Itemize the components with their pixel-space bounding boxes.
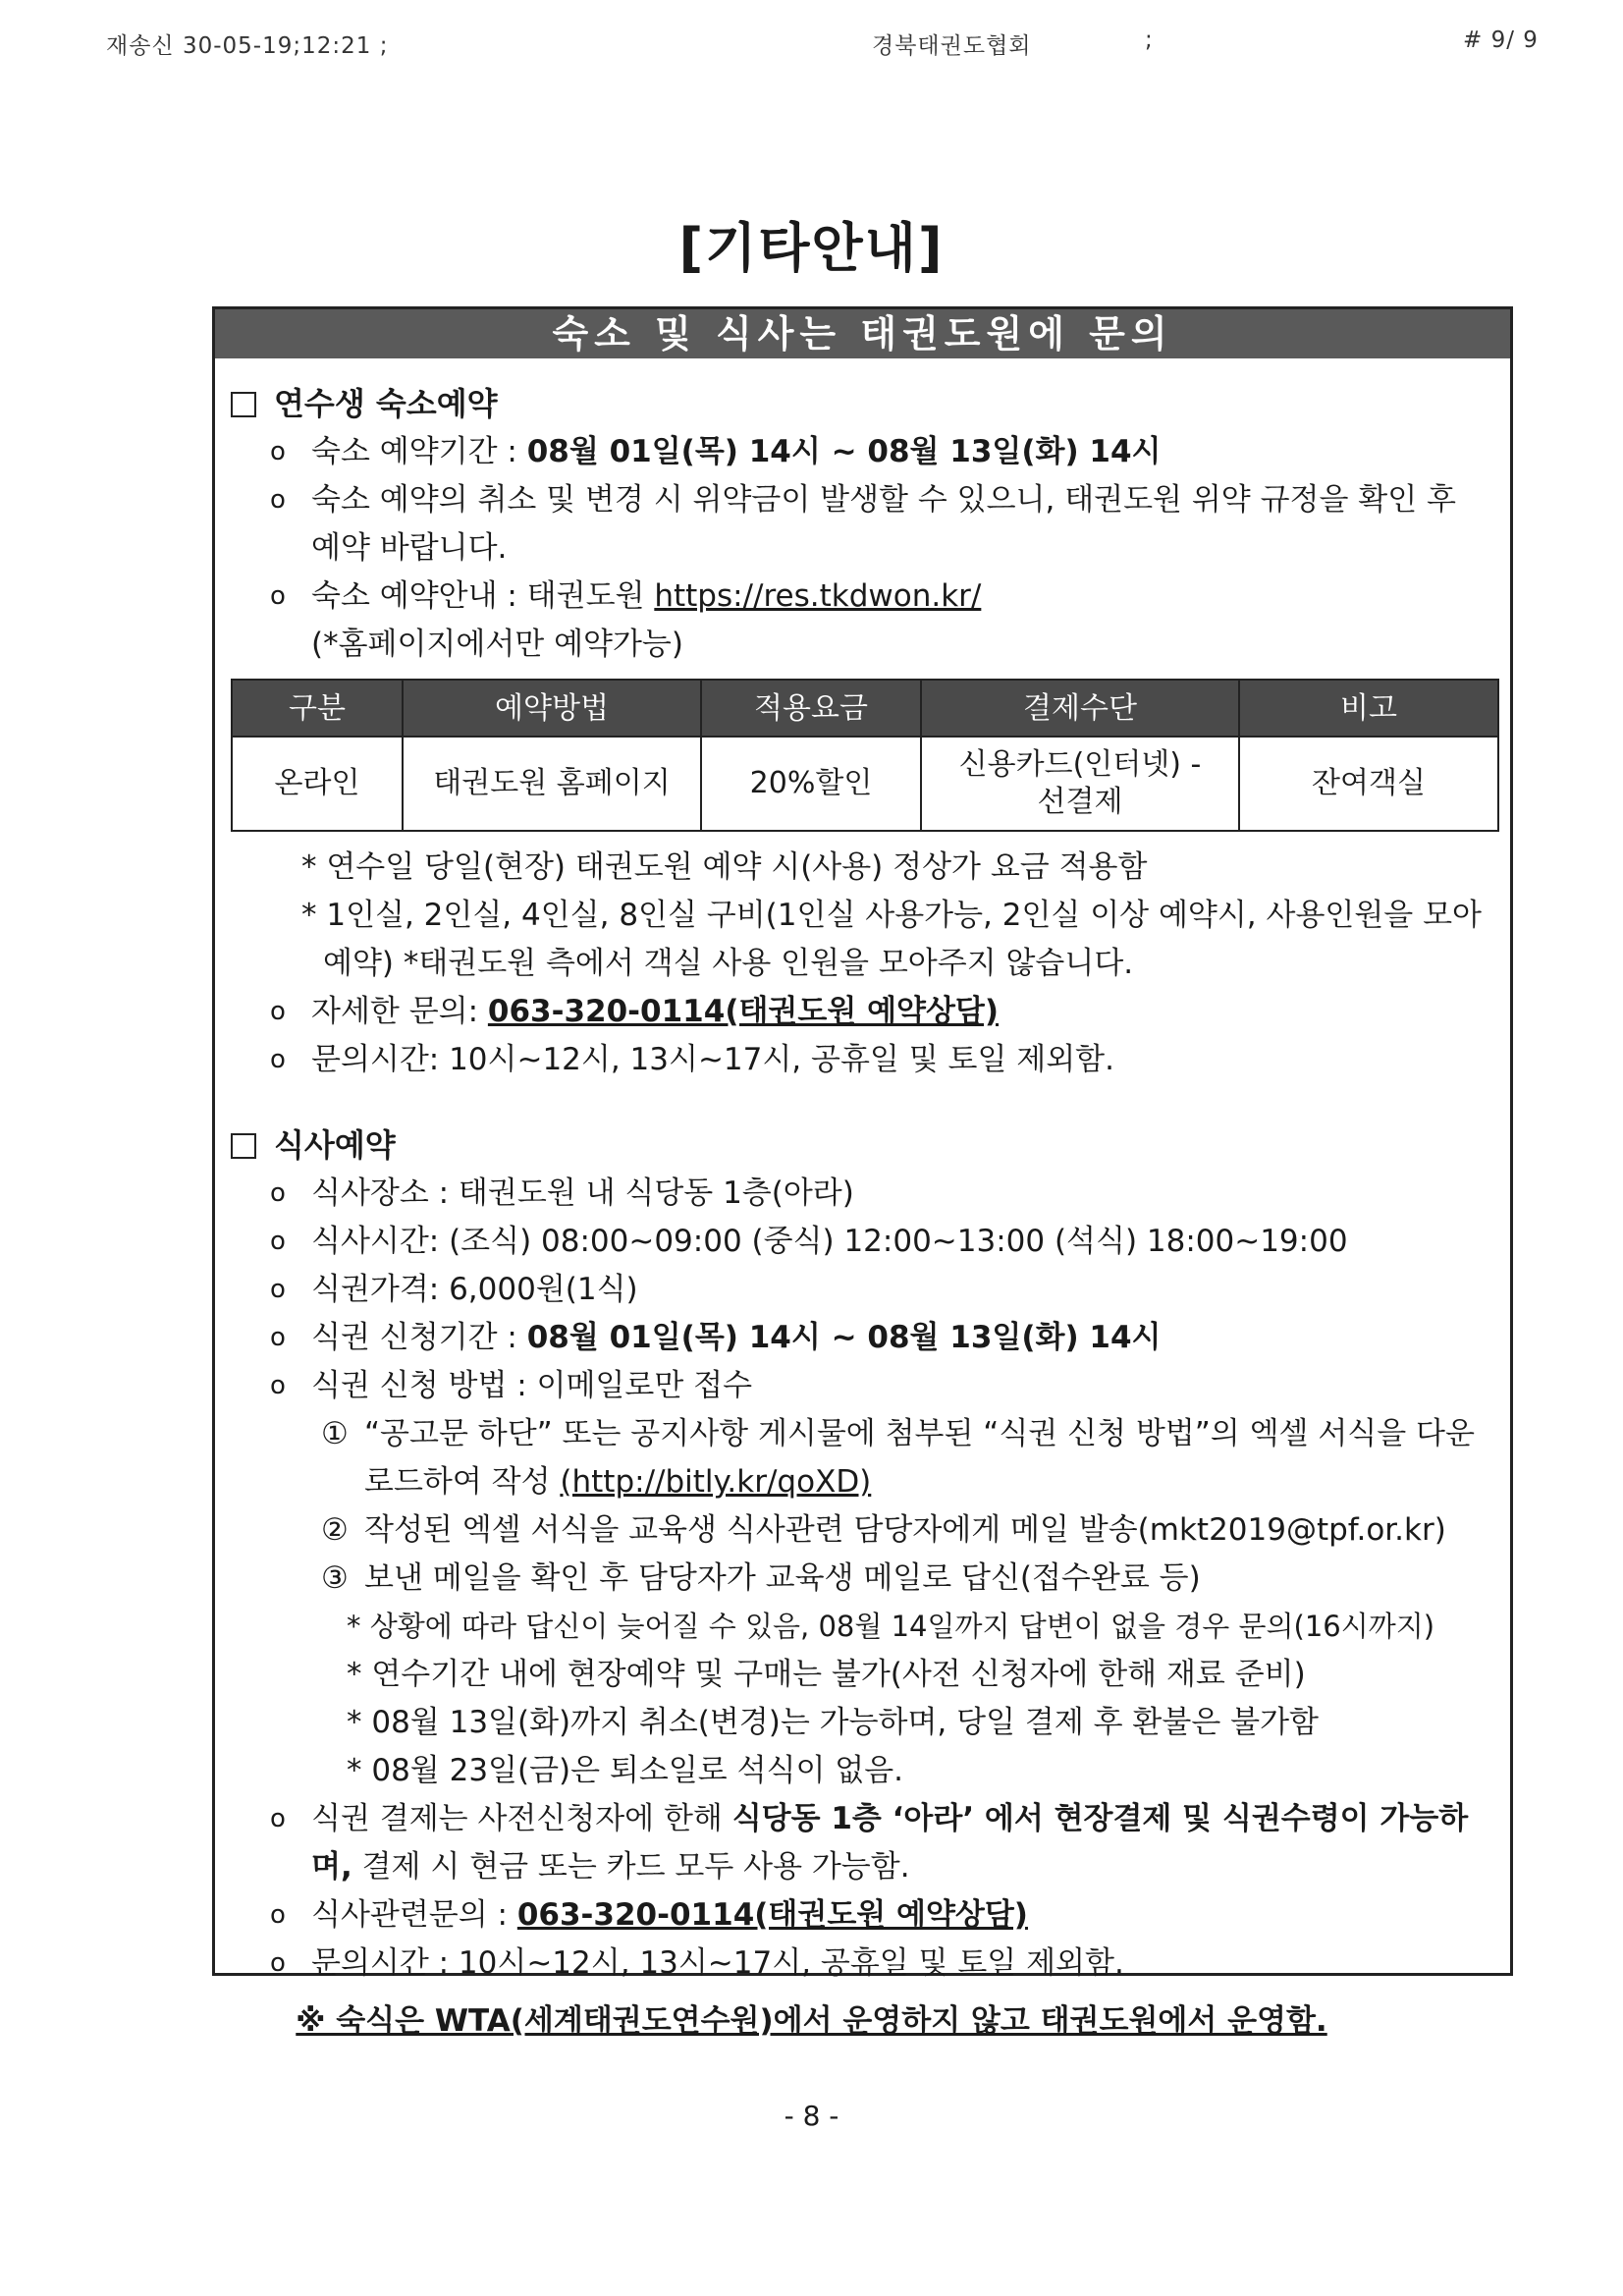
fax-header: [0, 27, 1623, 67]
table-header-row: [232, 680, 1498, 737]
meal-period-value: 08월 01일(목) 14시 ~ 08월 13일(화) 14시: [526, 1320, 1162, 1355]
lodging-title-text: 연수생 숙소예약: [274, 385, 498, 422]
lodging-period-label: 숙소 예약기간 :: [311, 434, 527, 469]
meal-note-2: * 연수기간 내에 현장예약 및 구매는 불가(사전 신청자에 한해 재료 준비): [347, 1657, 1306, 1692]
checkbox-square-icon: [231, 392, 256, 417]
meal-payment-text-bold: 식당동 1층 ‘아라’ 에서 현장결제 및 식권수령이 가능하며,: [311, 1801, 1469, 1885]
list-item: [231, 988, 1488, 1036]
circled-number-1: ①: [321, 1416, 349, 1451]
circled-number-2: ②: [321, 1512, 349, 1548]
circle-bullet-icon: o: [270, 1045, 286, 1074]
table-header-cell: 구분: [232, 680, 403, 737]
list-item: [231, 1036, 1488, 1084]
table-cell: 신용카드(인터넷) - 선결제: [921, 737, 1239, 831]
list-item: [231, 1410, 1488, 1506]
list-item: [231, 1555, 1488, 1603]
list-item: [231, 1795, 1488, 1891]
meal-payment-text-c: 결제 시 현금 또는 카드 모두 사용 가능함.: [352, 1849, 910, 1885]
page-number: - 8 -: [784, 2100, 839, 2132]
circle-bullet-icon: o: [270, 581, 286, 611]
lodging-info-label: 숙소 예약안내 : 태권도원: [311, 578, 655, 614]
table-cell: 온라인: [232, 737, 403, 831]
list-item: [231, 1891, 1488, 1940]
footer-note: ※ 숙식은 WTA(세계태권도연수원)에서 운영하지 않고 태권도원에서 운영함.: [296, 2003, 1327, 2039]
table-header-cell: 비고: [1239, 680, 1498, 737]
fax-header-right: # 9/ 9: [1463, 27, 1539, 53]
lodging-section-title: [231, 380, 1488, 428]
box-content: [215, 358, 1510, 1988]
checkbox-square-icon: [231, 1133, 256, 1159]
table-row: [232, 737, 1498, 831]
list-item: [231, 1314, 1488, 1362]
table-cell: 태권도원 홈페이지: [403, 737, 701, 831]
meal-form-link[interactable]: (http://bitly.kr/qoXD): [560, 1464, 872, 1500]
meal-price-text: 식권가격: 6,000원(1식): [311, 1272, 638, 1307]
meal-time-text: 식사시간: (조식) 08:00~09:00 (중식) 12:00~13:00 (석식) 18:00~19:00: [311, 1224, 1348, 1259]
list-item: [231, 1506, 1488, 1555]
meal-method-text: 식권 신청 방법 : 이메일로만 접수: [311, 1368, 753, 1403]
page-title: [기타안내]: [678, 217, 945, 279]
fax-header-left: 재송신 30-05-19;12:21 ;: [106, 33, 389, 59]
fax-header-semicolon: ;: [1145, 27, 1154, 53]
lodging-online-only-note: (*홈페이지에서만 예약가능): [311, 627, 683, 662]
circle-bullet-icon: o: [270, 1227, 286, 1256]
meal-contact-phone[interactable]: 063-320-0114(태권도원 예약상담): [516, 1897, 1028, 1933]
list-item: [231, 1218, 1488, 1266]
lodging-note-1: * 연수일 당일(현장) 태권도원 예약 시(사용) 정상가 요금 적용함: [301, 849, 1148, 885]
circle-bullet-icon: o: [270, 437, 286, 466]
meal-note-1: * 상황에 따라 답신이 늦어질 수 있음, 08월 14일까지 답변이 없을 경우 문의(16시까지): [347, 1610, 1435, 1643]
meal-step-3-text: 보낸 메일을 확인 후 담당자가 교육생 메일로 답신(접수완료 등): [364, 1560, 1201, 1596]
list-item: [231, 1170, 1488, 1218]
list-item: [231, 1362, 1488, 1410]
table-cell: 20%할인: [701, 737, 921, 831]
meal-step-1-text: “공고문 하단” 또는 공지사항 게시물에 첨부된 “식권 신청 방법”의 엑셀 서식을 다운로드하여 작성: [364, 1416, 1475, 1500]
meal-title-text: 식사예약: [274, 1126, 396, 1164]
meal-place-text: 식사장소 : 태권도원 내 식당동 1층(아라): [311, 1175, 854, 1211]
meal-period-label: 식권 신청기간 :: [311, 1320, 527, 1355]
circle-bullet-icon: o: [270, 1323, 286, 1352]
meal-note-3: * 08월 13일(화)까지 취소(변경)는 가능하며, 당일 결제 후 환불은 불가함: [347, 1705, 1319, 1740]
table-cell: 잔여객실: [1239, 737, 1498, 831]
lodging-period-value: 08월 01일(목) 14시 ~ 08월 13일(화) 14시: [526, 434, 1162, 469]
lodging-hours-text: 문의시간: 10시~12시, 13시~17시, 공휴일 및 토일 제외함.: [311, 1042, 1114, 1077]
table-header-cell: 적용요금: [701, 680, 921, 737]
reservation-table: [231, 679, 1499, 832]
circle-bullet-icon: o: [270, 997, 286, 1026]
circle-bullet-icon: o: [270, 1900, 286, 1930]
list-item: [231, 1940, 1488, 1988]
circle-bullet-icon: o: [270, 1275, 286, 1304]
info-box: [212, 306, 1513, 1981]
box-header: 숙소 및 식사는 태권도원에 문의: [215, 309, 1510, 358]
circle-bullet-icon: o: [270, 1804, 286, 1833]
circle-bullet-icon: o: [270, 1178, 286, 1208]
lodging-cancel-text: 숙소 예약의 취소 및 변경 시 위약금이 발생할 수 있으니, 태권도원 위약 규정을 확인 후 예약 바랍니다.: [311, 482, 1456, 566]
lodging-contact-label: 자세한 문의:: [311, 994, 488, 1029]
meal-note-4: * 08월 23일(금)은 퇴소일로 석식이 없음.: [347, 1753, 904, 1788]
fax-header-center: 경북태권도협회: [872, 33, 1032, 59]
table-header-cell: 결제수단: [921, 680, 1239, 737]
meal-section-title: [231, 1121, 1488, 1170]
table-header-cell: 예약방법: [403, 680, 701, 737]
circle-bullet-icon: o: [270, 1371, 286, 1400]
circled-number-3: ③: [321, 1560, 349, 1596]
lodging-url-link[interactable]: https://res.tkdwon.kr/: [654, 578, 982, 614]
list-item: [231, 573, 1488, 669]
lodging-contact-phone[interactable]: 063-320-0114(태권도원 예약상담): [487, 994, 1000, 1029]
lodging-note-2: * 1인실, 2인실, 4인실, 8인실 구비(1인실 사용가능, 2인실 이상 예약시, 사용인원을 모아 예약) *태권도원 측에서 객실 사용 인원을 모아주지 않습니다.: [301, 898, 1482, 981]
meal-hours-text: 문의시간 : 10시~12시, 13시~17시, 공휴일 및 토일 제외함.: [311, 1945, 1124, 1981]
list-item: [231, 428, 1488, 476]
meal-step-2-text: 작성된 엑셀 서식을 교육생 식사관련 담당자에게 메일 발송(mkt2019@tpf.or.kr): [364, 1512, 1446, 1548]
meal-contact-label: 식사관련문의 :: [311, 1897, 517, 1933]
circle-bullet-icon: o: [270, 485, 286, 515]
list-item: [231, 476, 1488, 573]
list-item: [231, 1266, 1488, 1314]
circle-bullet-icon: o: [270, 1948, 286, 1978]
meal-payment-text-a: 식권 결제는 사전신청자에 한해: [311, 1801, 732, 1836]
